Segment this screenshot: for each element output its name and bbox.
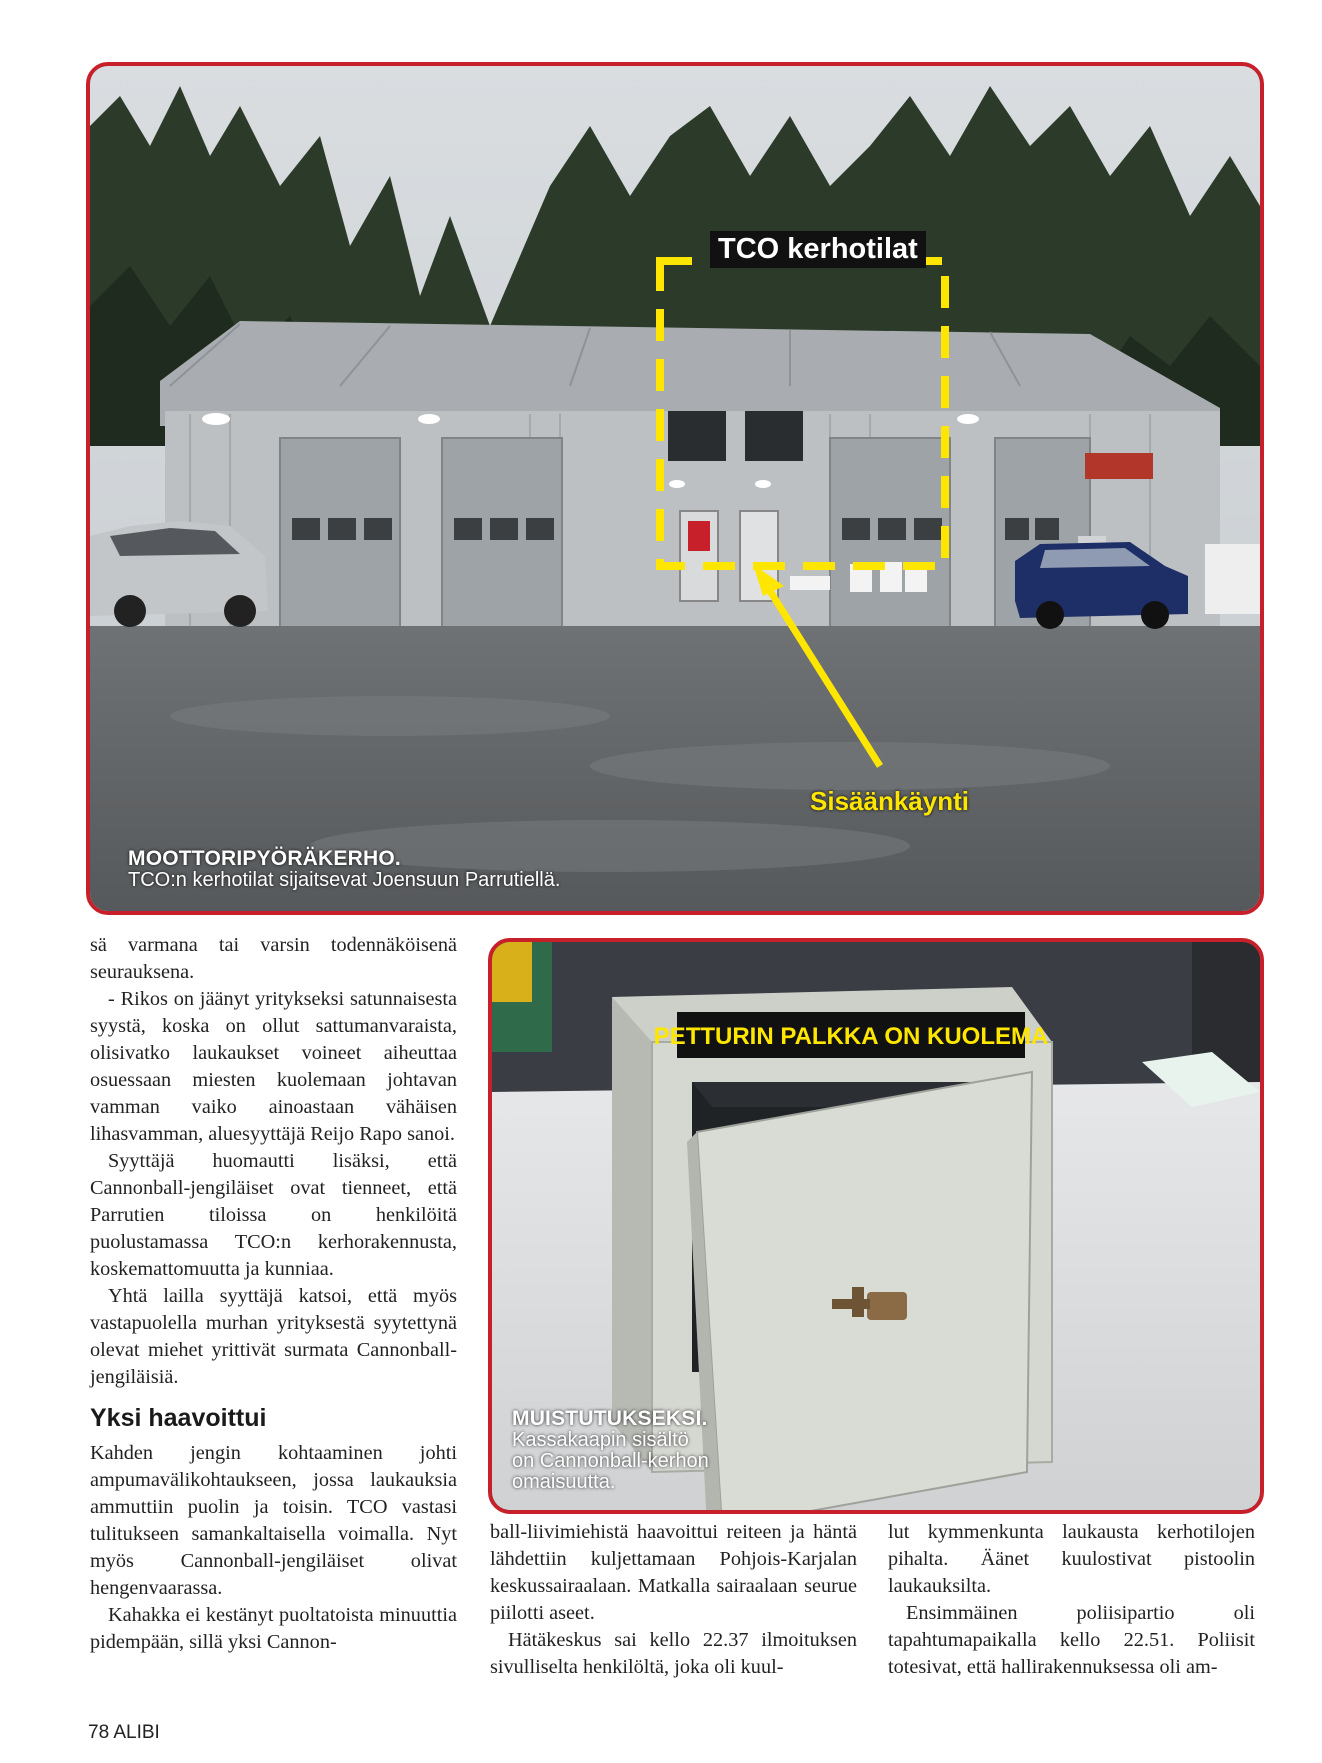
top-photo-caption [128, 848, 560, 891]
article-paragraph: lut kymmenkunta laukausta kerhotilojen pihalta. Äänet kuulostivat pistoolin laukauksilta. [888, 1521, 1255, 1597]
article-paragraph: ball-liivimiehistä haavoittui reiteen ja häntä lähdettiin kuljettamaan Pohjois-Karjalan keskussairaalaan. Matkalla sairaalaan seurue piilotti aseet. [490, 1521, 857, 1624]
article-paragraph: Syyttäjä huomautti lisäksi, että Cannonball-jengiläiset ovat tienneet, että Parrutien tiloissa on henkilöitä puolustamassa TCO:n kerhorakennusta, koskemattomuutta ja kunniaa. [90, 1150, 457, 1280]
article-column-middle [490, 1519, 857, 1681]
article-paragraph: Kahakka ei kestänyt puoltatoista minuuttia pidempään, sillä yksi Cannon- [90, 1604, 457, 1653]
article-subheading: Yksi haavoittui [90, 1404, 267, 1432]
club-premises-label: TCO kerhotilat [710, 231, 926, 268]
top-caption-head: MOOTTORIPYÖRÄKERHO. [128, 847, 401, 870]
top-caption-text: TCO:n kerhotilat sijaitsevat Joensuun Parrutiellä. [128, 869, 561, 892]
entrance-label: Sisäänkäynti [810, 786, 969, 816]
safe-photo [488, 938, 1264, 1514]
page-folio: 78 ALIBI [88, 1722, 160, 1743]
article-column-left [90, 932, 457, 1656]
clubhouse-photo-image [90, 66, 1260, 911]
article-paragraph: Hätäkeskus sai kello 22.37 ilmoituksen sivulliselta henkilöltä, joka oli kuul- [490, 1629, 857, 1678]
safe-caption-line: omaisuutta. [512, 1471, 616, 1494]
safe-caption-line: on Cannonball-kerhon [512, 1450, 709, 1473]
article-paragraph: Ensimmäinen poliisipartio oli tapahtumapaikalla kello 22.51. Poliisit totesivat, että hallirakennuksessa oli am- [888, 1602, 1255, 1678]
article-paragraph: sä varmana tai varsin todennäköisenä seurauksena. [90, 934, 457, 983]
silver-car [90, 521, 268, 627]
article-paragraph: - Rikos on jäänyt yritykseksi satunnaisesta syystä, koska on ollut sattumanvaraista, olisivatko laukaukset voineet aiheuttaa osuessaan miesten kuolemaan johtavan vamman vaiko ainoastaan vähäisen lihasvamman, aluesyyttäjä Reijo Rapo sanoi. [90, 988, 457, 1145]
article-paragraph: Kahden jengin kohtaaminen johti ampumavälikohtaukseen, jossa laukauksia ammuttiin puolin ja toisin. TCO vastasi tulitukseen samankaltaisella voimalla. Nyt myös Cannonball-jengiläiset olivat hengenvaarassa. [90, 1442, 457, 1599]
article-paragraph: Yhtä lailla syyttäjä katsoi, että myös vastapuolella murhan yrityksestä syytettynä olevat miehet yrittivät surmata Cannonball-jengiläisiä. [90, 1285, 457, 1388]
clubhouse-photo [86, 62, 1264, 915]
safe-photo-caption [512, 1408, 709, 1493]
safe-caption-head: MUISTUTUKSEKSI. [512, 1407, 708, 1430]
safe-caption-line: Kassakaapin sisältö [512, 1429, 689, 1452]
warning-sticker-text: PETTURIN PALKKA ON KUOLEMA [653, 1023, 1049, 1050]
article-column-right [888, 1519, 1255, 1681]
